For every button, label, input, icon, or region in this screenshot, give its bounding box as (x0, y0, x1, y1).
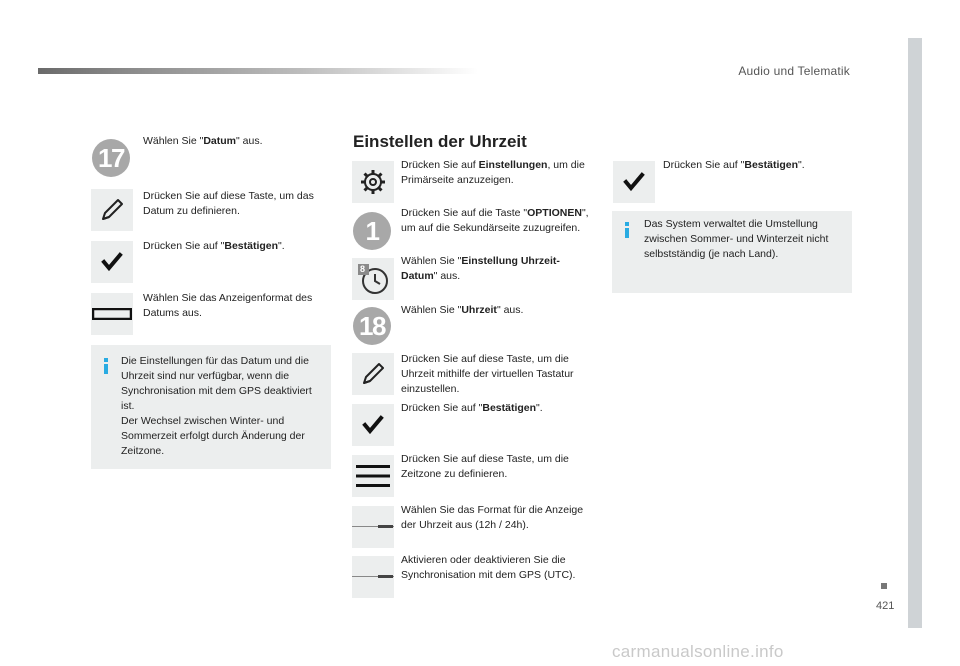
info-box-time (612, 211, 852, 293)
header-gradient-bar (38, 68, 478, 74)
toggle-line-icon (352, 556, 394, 598)
confirm-button-final[interactable] (613, 161, 655, 203)
time-format-toggle[interactable] (352, 506, 394, 548)
format-bar-icon (92, 308, 132, 320)
step-badge-17: 17 (92, 139, 130, 177)
page-sidebar-strip (908, 38, 922, 628)
info-icon (103, 358, 109, 374)
settings-text: Drücken Sie auf Einstellungen, um die Primärseite anzuzeigen. (401, 159, 585, 186)
step18-text: Wählen Sie "Uhrzeit" aus. (401, 304, 524, 316)
checkmark-icon (101, 251, 123, 273)
section-title: Audio und Telematik (738, 64, 850, 78)
checkmark-icon (362, 414, 384, 436)
confirm-final-text: Drücken Sie auf "Bestätigen". (663, 159, 805, 171)
pencil-button-time[interactable] (352, 353, 394, 395)
confirm-time-text: Drücken Sie auf "Bestätigen". (401, 402, 543, 414)
date-format-text: Wählen Sie das Anzeigenformat des Datums aus. (143, 292, 313, 319)
menu-icon (355, 462, 391, 490)
clock-badge-number: 8 (360, 264, 366, 274)
page-marker (881, 583, 887, 589)
info-box-date (91, 345, 331, 469)
section-heading: Einstellen der Uhrzeit (353, 132, 527, 151)
step-badge-18: 18 (353, 307, 391, 345)
confirm-button-date[interactable] (91, 241, 133, 283)
timezone-menu-button[interactable] (352, 455, 394, 497)
gps-sync-toggle[interactable] (352, 556, 394, 598)
watermark: carmanualsonline.info (612, 642, 784, 661)
settings-button[interactable] (352, 161, 394, 203)
pencil-time-text: Drücken Sie auf diese Taste, um die Uhrzeit mithilfe der virtuellen Tastatur einzustellen. (401, 353, 574, 395)
gear-icon (359, 168, 387, 196)
info-icon (624, 222, 630, 238)
checkmark-icon (623, 171, 645, 193)
gps-sync-text: Aktivieren oder deaktivieren Sie die Synchronisation mit dem GPS (UTC). (401, 554, 576, 581)
timezone-text: Drücken Sie auf diese Taste, um die Zeitzone zu definieren. (401, 453, 569, 480)
pencil-button-date[interactable] (91, 189, 133, 231)
date-format-selector[interactable] (91, 293, 133, 335)
step17-text: Wählen Sie "Datum" aus. (143, 135, 263, 147)
step1-text: Drücken Sie auf die Taste "OPTIONEN", um auf die Sekundärseite zuzugreifen. (401, 207, 589, 234)
info-text-date: Die Einstellungen für das Datum und die Uhrzeit sind nur verfügbar, wenn die Synchronisation mit dem GPS deaktiviert ist. Der Wechsel zwischen Winter- und Sommerzeit erfolgt durch Änderung der Zeitzone. (121, 355, 312, 457)
confirm-date-text: Drücken Sie auf "Bestätigen". (143, 240, 285, 252)
pencil-icon (98, 196, 126, 224)
page-number: 421 (876, 600, 895, 612)
step-badge-1: 1 (353, 212, 391, 250)
time-format-text: Wählen Sie das Format für die Anzeige der Uhrzeit aus (12h / 24h). (401, 504, 584, 531)
pencil-date-text: Drücken Sie auf diese Taste, um das Datum zu definieren. (143, 190, 314, 217)
time-date-settings-text: Wählen Sie "Einstellung Uhrzeit-Datum" aus. (401, 255, 560, 282)
confirm-button-time[interactable] (352, 404, 394, 446)
info-text-time: Das System verwaltet die Umstellung zwischen Sommer- und Winterzeit nicht selbstständig (je nach Land). (644, 218, 829, 260)
pencil-icon (359, 360, 387, 388)
time-date-settings-button[interactable] (352, 258, 394, 300)
toggle-line-icon (352, 506, 394, 548)
